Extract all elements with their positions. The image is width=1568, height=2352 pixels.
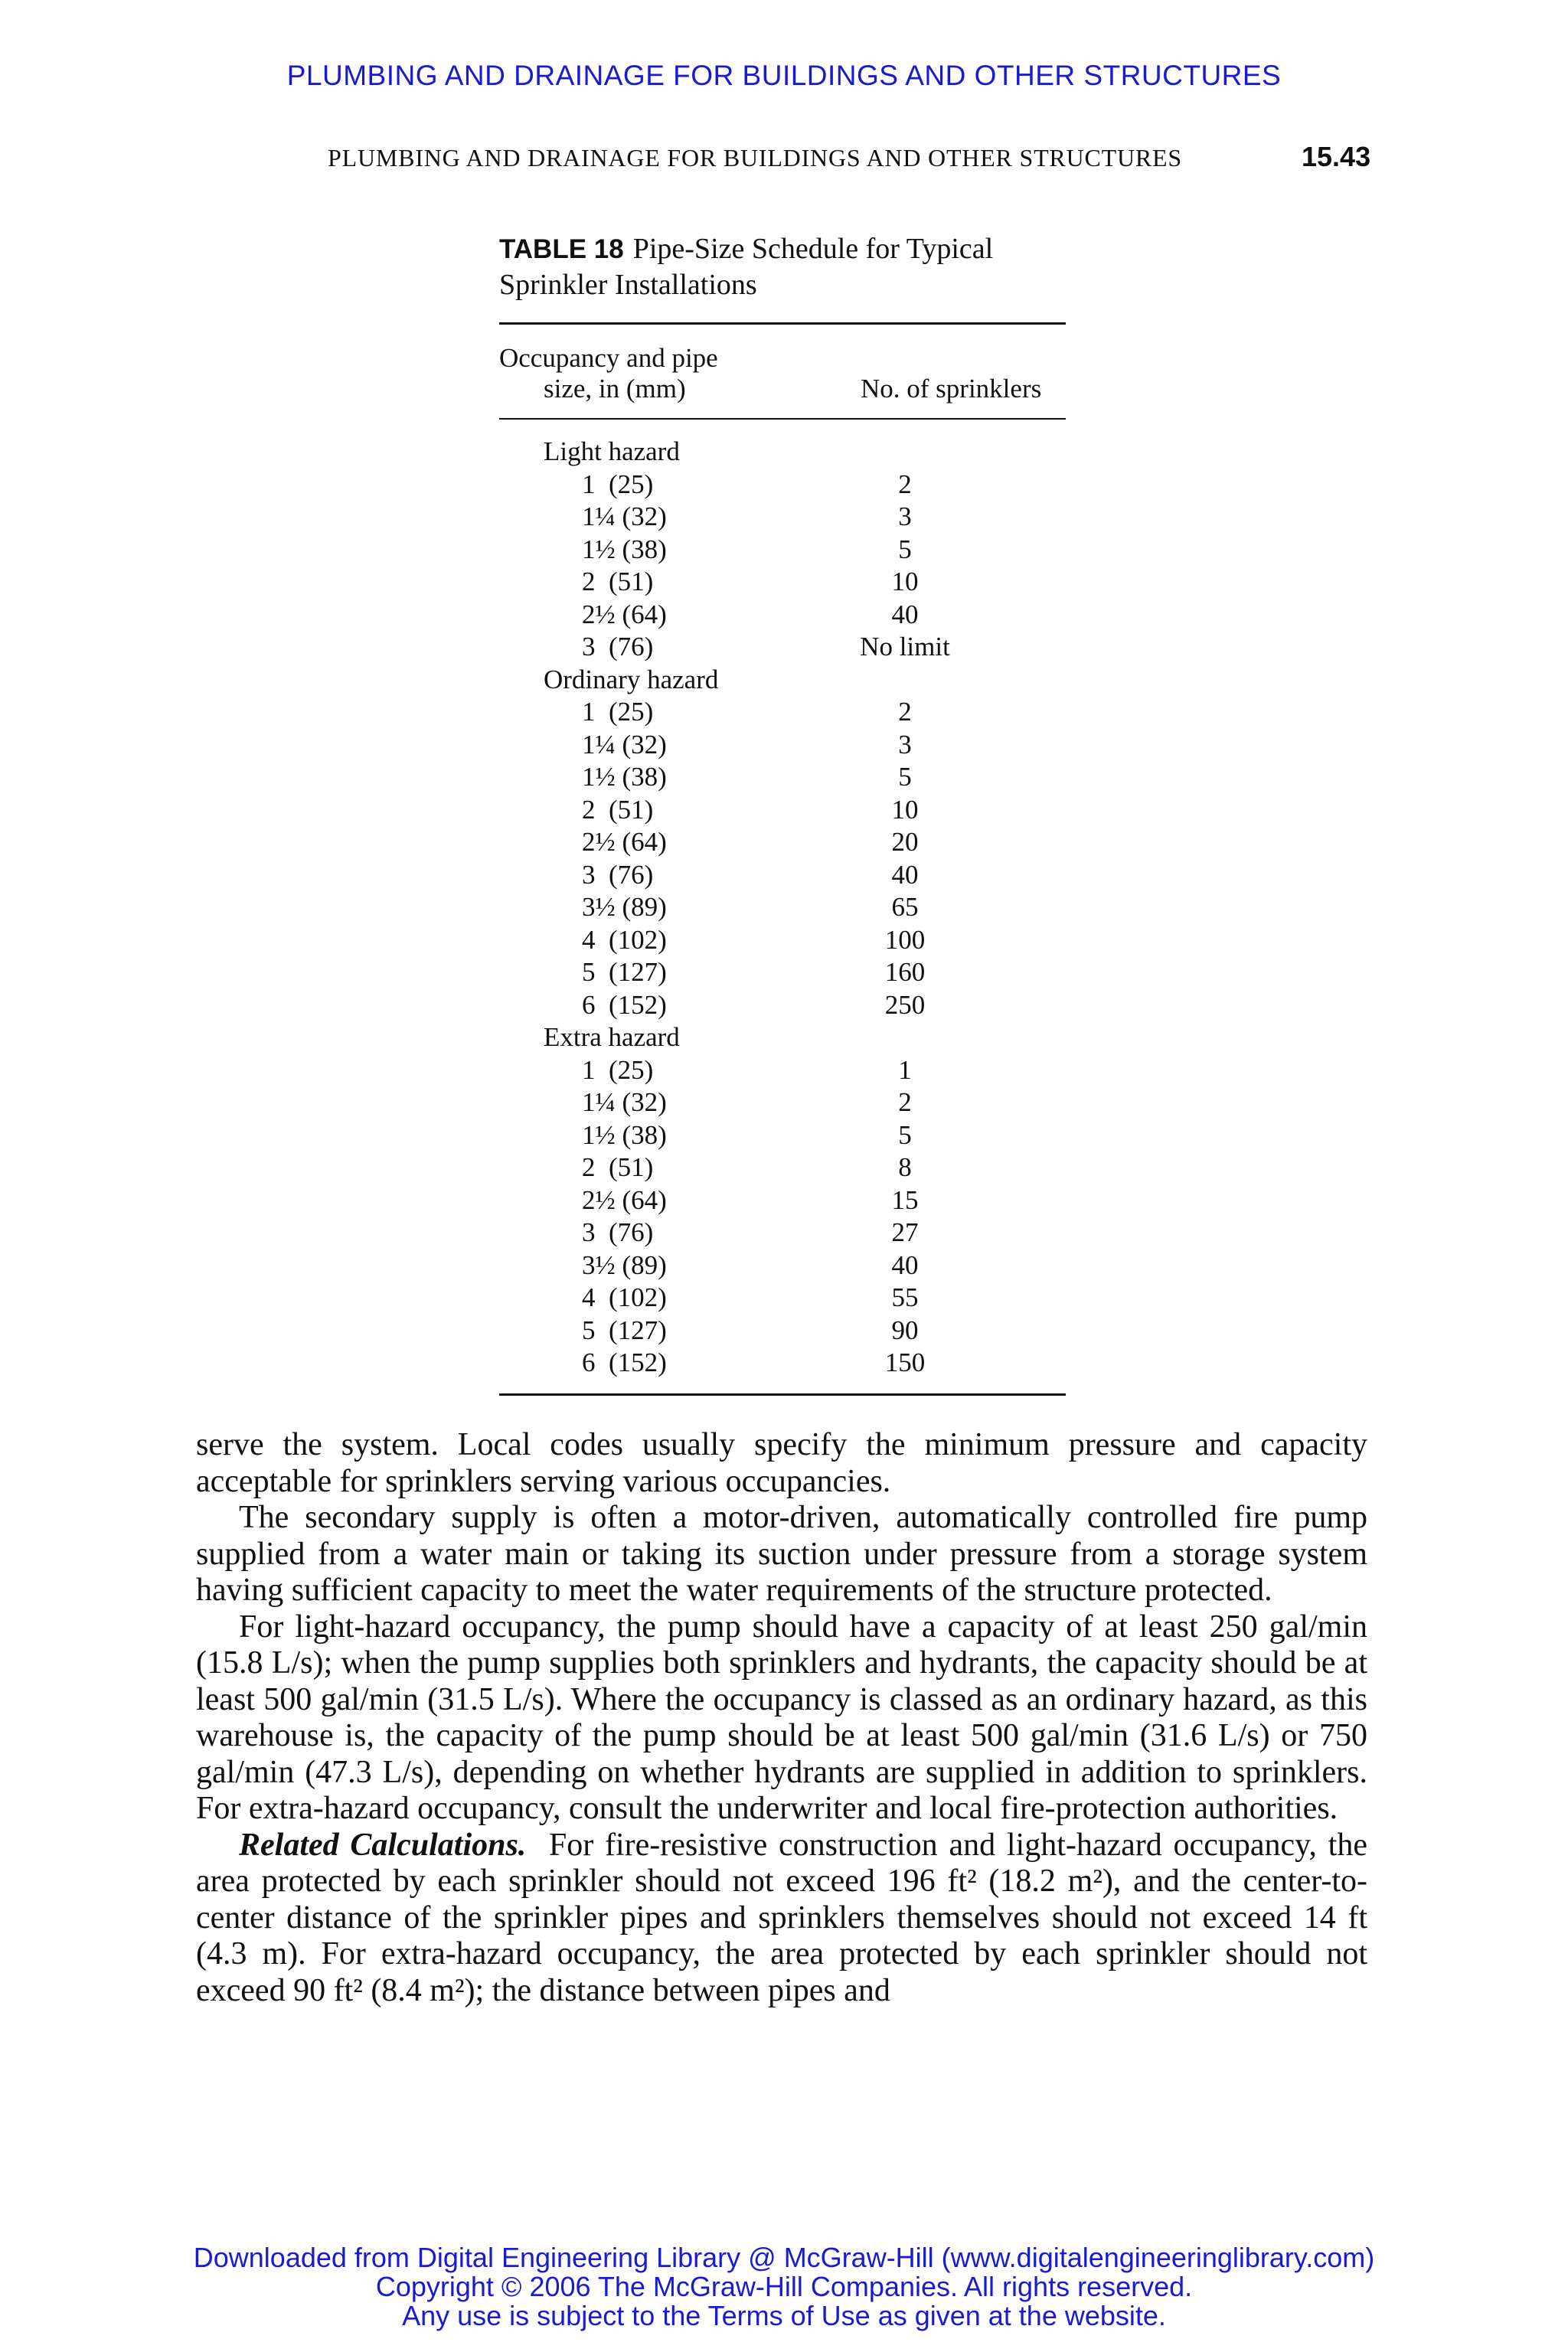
related-calculations-heading: Related Calculations. <box>239 1827 527 1863</box>
table-row <box>499 1184 1066 1217</box>
sprinkler-count-cell: 40 <box>891 859 919 890</box>
occupancy-category: Extra hazard <box>544 1022 680 1052</box>
table-top-rule <box>499 322 1066 325</box>
footer-download-line: Downloaded from Digital Engineering Library @ McGraw-Hill (www.digitalengineeringlibrary.com) <box>193 2242 1375 2273</box>
paragraph: The secondary supply is often a motor-driven, automatically controlled fire pump supplied from a water main or taking its suction under pressure from a storage system having sufficient capacity to meet the water requirements of the structure protected. <box>196 1500 1367 1608</box>
document-source-header: PLUMBING AND DRAINAGE FOR BUILDINGS AND OTHER STRUCTURES <box>286 60 1282 91</box>
running-head: PLUMBING AND DRAINAGE FOR BUILDINGS AND OTHER STRUCTURES <box>328 144 1182 172</box>
table-row <box>499 826 1066 859</box>
sprinkler-count-cell: 5 <box>898 534 912 564</box>
sprinkler-count-cell: 5 <box>898 762 912 792</box>
table-row <box>499 956 1066 989</box>
pipe-size-cell: 1½ (38) <box>582 1119 667 1150</box>
table-row <box>499 1315 1066 1348</box>
table-row <box>499 566 1066 599</box>
pipe-size-cell: 3 (76) <box>582 632 654 662</box>
table-row <box>499 501 1066 534</box>
sprinkler-count-cell: 10 <box>891 794 919 825</box>
pipe-size-cell: 1¼ (32) <box>582 501 667 531</box>
pipe-size-cell: 1½ (38) <box>582 534 667 564</box>
pipe-size-cell: 2 (51) <box>582 567 654 596</box>
table-header-rule <box>499 418 1066 420</box>
pipe-size-cell: 6 (152) <box>582 989 667 1020</box>
table-bottom-rule <box>499 1393 1066 1396</box>
table-row <box>499 1152 1066 1184</box>
sprinkler-count-cell: 1 <box>898 1054 912 1085</box>
sprinkler-count-cell: 8 <box>898 1152 912 1182</box>
table-row <box>499 859 1066 892</box>
table-row <box>499 761 1066 794</box>
table-body <box>499 436 1066 1380</box>
pipe-size-cell: 5 (127) <box>582 957 667 987</box>
table-row <box>499 469 1066 501</box>
pipe-size-cell: 3½ (89) <box>582 1250 667 1280</box>
occupancy-category: Ordinary hazard <box>544 664 719 694</box>
table-row <box>499 1282 1066 1315</box>
occupancy-category: Light hazard <box>544 436 680 466</box>
sprinkler-count-cell: 2 <box>898 1087 912 1117</box>
sprinkler-count-cell: 40 <box>891 1250 919 1280</box>
sprinkler-count-cell: 3 <box>898 501 912 531</box>
sprinkler-count-cell: 160 <box>884 957 926 987</box>
body-text <box>196 1427 1367 2009</box>
sprinkler-count-cell: 90 <box>891 1315 919 1345</box>
table-row <box>499 1086 1066 1119</box>
table-row <box>499 1347 1066 1380</box>
pipe-size-cell: 5 (127) <box>582 1315 667 1345</box>
pipe-size-cell: 4 (102) <box>582 1282 667 1312</box>
pipe-size-cell: 4 (102) <box>582 924 667 955</box>
table-title: Pipe-Size Schedule for Typical Sprinkler Installations <box>499 233 994 301</box>
sprinkler-count-cell: 5 <box>898 1119 912 1150</box>
pipe-size-cell: 2 (51) <box>582 1152 654 1182</box>
table-category-row <box>499 664 1066 697</box>
footer-copyright-line: Copyright © 2006 The McGraw-Hill Companies. All rights reserved. <box>375 2271 1193 2302</box>
sprinkler-count-cell: 150 <box>884 1348 926 1377</box>
table-label: TABLE 18 <box>499 234 624 264</box>
sprinkler-count-cell: 20 <box>891 827 919 857</box>
paragraph-related-calculations <box>196 1828 1367 2010</box>
column-header-sprinklers: No. of sprinklers <box>861 374 1042 403</box>
page-number: 15.43 <box>1302 141 1371 172</box>
sprinkler-count-cell: 27 <box>891 1217 919 1247</box>
table-row <box>499 1217 1066 1250</box>
table-row <box>499 794 1066 827</box>
pipe-size-cell: 1¼ (32) <box>582 1087 667 1117</box>
table-row <box>499 891 1066 924</box>
pipe-size-cell: 1¼ (32) <box>582 729 667 760</box>
sprinkler-count-cell: 250 <box>884 989 926 1020</box>
table-row <box>499 599 1066 632</box>
column-header-occupancy <box>499 343 718 404</box>
sprinkler-count-cell: 65 <box>891 892 919 922</box>
table-category-row <box>499 1021 1066 1054</box>
pipe-size-cell: 1 (25) <box>582 469 654 499</box>
sprinkler-count-cell: 55 <box>891 1282 919 1312</box>
column-header-occupancy-line2: size, in (mm) <box>544 374 686 403</box>
pipe-size-cell: 1 (25) <box>582 1054 654 1085</box>
pipe-size-cell: 2½ (64) <box>582 827 667 857</box>
sprinkler-count-cell: 15 <box>891 1184 919 1215</box>
pipe-size-cell: 6 (152) <box>582 1348 667 1377</box>
pipe-size-cell: 2½ (64) <box>582 599 667 629</box>
footer-terms-line: Any use is subject to the Terms of Use as given at the website. <box>402 2300 1166 2331</box>
pipe-size-cell: 1 (25) <box>582 697 654 727</box>
sprinkler-count-cell: 2 <box>898 469 912 499</box>
table-row <box>499 696 1066 729</box>
pipe-size-cell: 3½ (89) <box>582 892 667 922</box>
paragraph: For light-hazard occupancy, the pump should have a capacity of at least 250 gal/min (15.8 L/s); when the pump supplies both sprinklers and hydrants, the capacity should be at least 500 gal/min (31.5 L/s). Where the occupancy is classed as an ordinary hazard, as this warehouse is, the capacity of the pump should be at least 500 gal/min (31.6 L/s) or 750 gal/min (47.3 L/s), depending on whether hydrants are supplied in addition to sprinklers. For extra-hazard occupancy, consult the underwriter and local fire-protection authorities. <box>196 1609 1367 1826</box>
pipe-size-cell: 3 (76) <box>582 859 654 890</box>
pipe-size-cell: 2½ (64) <box>582 1184 667 1215</box>
sprinkler-count-cell: No limit <box>860 632 950 662</box>
table-row <box>499 1250 1066 1282</box>
table-category-row <box>499 436 1066 469</box>
table-row <box>499 729 1066 762</box>
table-caption <box>499 231 1081 302</box>
table-row <box>499 924 1066 957</box>
sprinkler-count-cell: 10 <box>891 567 919 596</box>
table-row <box>499 989 1066 1022</box>
paragraph: serve the system. Local codes usually specify the minimum pressure and capacity acceptable for sprinklers serving various occupancies. <box>196 1427 1367 1499</box>
related-calculations-text: For fire-resistive construction and light-hazard occupancy, the area protected by each sprinkler should not exceed 196 ft² (18.2 m²), and the center-to-center distance of the sprinkler pipes and sprinklers themselves should not exceed 14 ft (4.3 m). For extra-hazard occupancy, the area protected by each sprinkler should not exceed 90 ft² (8.4 m²); the distance between pipes and <box>196 1827 1367 2008</box>
sprinkler-count-cell: 40 <box>891 599 919 629</box>
pipe-size-cell: 1½ (38) <box>582 762 667 792</box>
table-row <box>499 1119 1066 1152</box>
sprinkler-count-cell: 100 <box>884 924 926 955</box>
table-row <box>499 534 1066 567</box>
table-row <box>499 631 1066 664</box>
pipe-size-cell: 3 (76) <box>582 1217 654 1247</box>
table-row <box>499 1054 1066 1087</box>
sprinkler-count-cell: 3 <box>898 729 912 760</box>
column-header-occupancy-line1: Occupancy and pipe <box>499 343 718 373</box>
pipe-size-cell: 2 (51) <box>582 794 654 825</box>
download-footer <box>0 2243 1568 2331</box>
sprinkler-count-cell: 2 <box>898 697 912 727</box>
